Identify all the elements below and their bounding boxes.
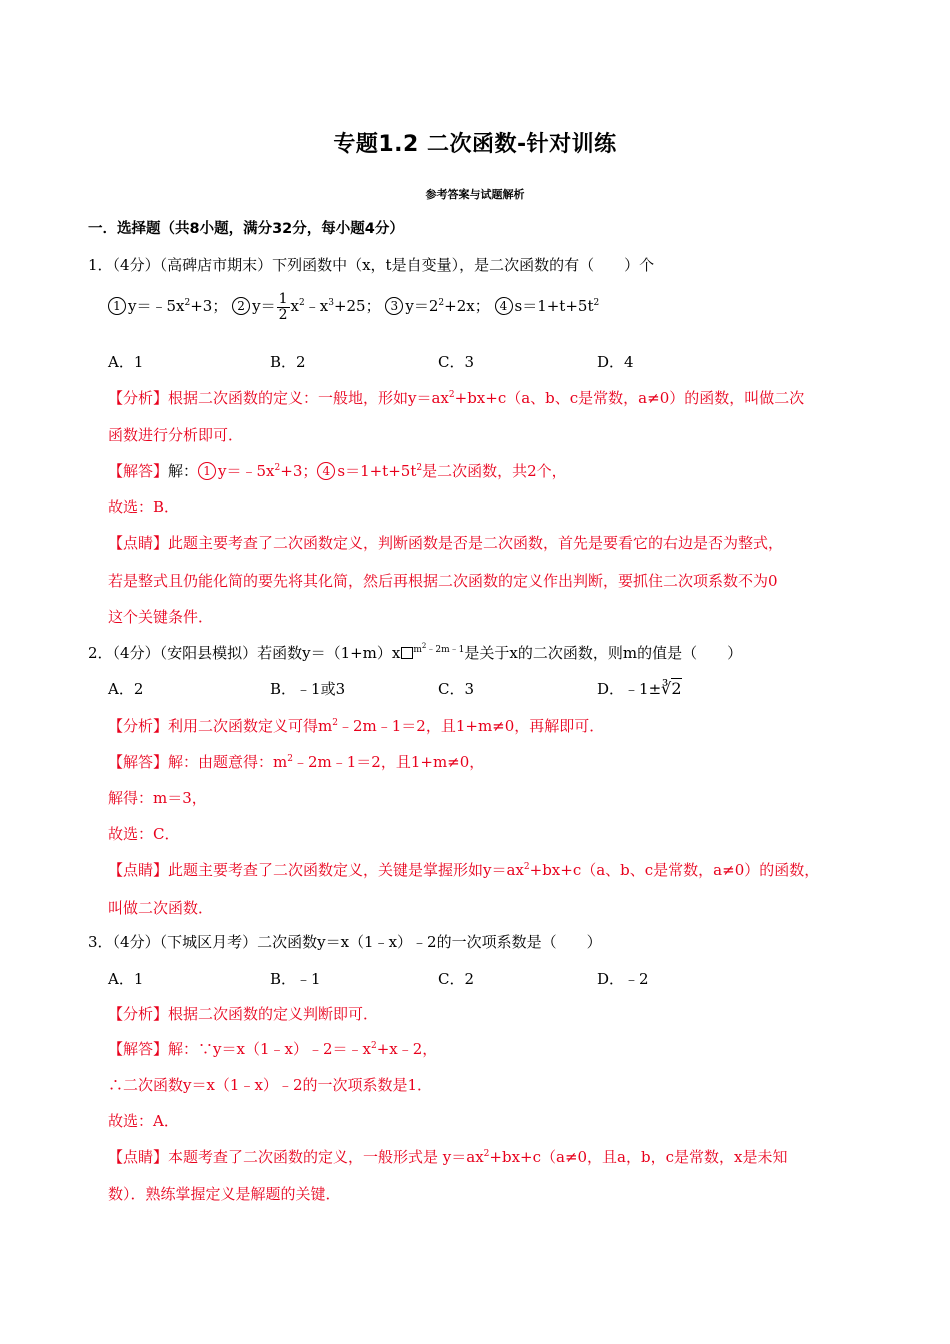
q2-answer: 【解答】解：由题意得：$m^2﹣2m﹣1=2$，且1+m≠0， bbox=[108, 753, 485, 771]
q1-answer: 【解答】解： 1 $y=﹣5x^2+3$； 4 $s=1+t+5t^2$是二次函数，共2个， bbox=[108, 462, 567, 480]
q2-option-a: A．2 bbox=[108, 680, 144, 698]
circled-number-4: 4 bbox=[317, 462, 335, 480]
q3-comment: 【点睛】本题考查了二次函数的定义，一般形式是 $y=ax^2+bx+c(a\ne 0$，且a，b，c是常数，x是未知 bbox=[108, 1148, 788, 1166]
q2-comment: 【点睛】此题主要考查了二次函数定义，关键是掌握形如$y=ax^2+bx+c(a$、b、c是常数，a≠0）的函数， bbox=[108, 861, 820, 879]
circled-number-2: 2 bbox=[232, 297, 250, 315]
q3-option-d: D．﹣2 bbox=[597, 970, 649, 988]
q3-option-b: B．﹣1 bbox=[270, 970, 321, 988]
q2-analysis: 【分析】利用二次函数定义可得$m^2﹣2m﹣1=2$，且1+m≠0，再解即可． bbox=[108, 717, 605, 735]
page-subtitle: 参考答案与试题解析 bbox=[425, 188, 525, 201]
q2-stem: 2．（4分）（安阳县模拟）若函数y＝（1+m）x $^{m^2﹣2m﹣1}$是关于x的二次函数，则m的值是（ ） bbox=[88, 642, 743, 662]
q3-stem: 3．（4分）（下城区月考）二次函数y＝x（1﹣x）﹣2的一次项系数是（ ） bbox=[88, 933, 602, 951]
q2-option-d: D．﹣1±∛2 bbox=[597, 679, 682, 698]
q1-option-b: B．2 bbox=[270, 353, 306, 371]
section-heading: 一．选择题（共8小题，满分32分，每小题4分） bbox=[88, 221, 404, 237]
q1-comment: 【点睛】此题主要考查了二次函数定义，判断函数是否是二次函数，首先是要看它的右边是否为整式， bbox=[108, 534, 784, 552]
q2-answer-2: 解得：m＝3， bbox=[108, 789, 207, 807]
page-title: 专题1.2 二次函数-针对训练 bbox=[333, 132, 617, 157]
q1-comment-3: 这个关键条件． bbox=[108, 608, 214, 626]
placeholder-box-icon bbox=[401, 647, 413, 659]
circled-number-1: 1 bbox=[108, 297, 126, 315]
q1-functions: 1 $y=﹣5x^2+3$； 2 y＝ $\frac{1}{2}$ $x^2﹣x^3+25$； 3 $y=2^2+2x$； 4 $s=1+t+5t^2$ bbox=[108, 292, 599, 322]
q3-analysis: 【分析】根据二次函数的定义判断即可． bbox=[108, 1005, 379, 1023]
q3-option-a: A．1 bbox=[108, 970, 144, 988]
q1-choice: 故选：B． bbox=[108, 498, 180, 516]
q3-choice: 故选：A． bbox=[108, 1112, 179, 1130]
q2-option-c: C．3 bbox=[438, 680, 475, 698]
q1-option-c: C．3 bbox=[438, 353, 475, 371]
q3-comment-2: 数）．熟练掌握定义是解题的关键． bbox=[108, 1185, 341, 1203]
circled-number-4: 4 bbox=[495, 297, 513, 315]
q1-analysis-2: 函数进行分析即可． bbox=[108, 426, 244, 444]
q2-comment-2: 叫做二次函数． bbox=[108, 899, 214, 917]
circled-number-3: 3 bbox=[385, 297, 403, 315]
q2-option-b: B．﹣1或3 bbox=[270, 680, 346, 698]
q2-choice: 故选：C． bbox=[108, 825, 180, 843]
q3-option-c: C．2 bbox=[438, 970, 475, 988]
q3-answer: 【解答】解：$\because y=x(1﹣x)﹣2=﹣x^2+x﹣2$， bbox=[108, 1040, 438, 1058]
q3-answer-2: ∴二次函数y＝x（1﹣x）﹣2的一次项系数是1． bbox=[108, 1076, 433, 1094]
q1-option-d: D．4 bbox=[597, 353, 634, 371]
q1-stem: 1．（4分）（高碑店市期末）下列函数中（x，t是自变量），是二次函数的有（ ）个 bbox=[88, 256, 655, 274]
cube-root-icon: ∛ bbox=[661, 679, 672, 698]
fraction-half: $\frac{1}{2}$ bbox=[278, 291, 288, 323]
q1-analysis: 【分析】根据二次函数的定义：一般地，形如$y=ax^2+bx+c(a$、b、c是常数，a≠0）的函数，叫做二次 bbox=[108, 389, 805, 407]
q1-option-a: A．1 bbox=[108, 353, 144, 371]
q1-comment-2: 若是整式且仍能化简的要先将其化简，然后再根据二次函数的定义作出判断，要抓住二次项系数不为0 bbox=[108, 572, 778, 590]
circled-number-1: 1 bbox=[198, 462, 216, 480]
